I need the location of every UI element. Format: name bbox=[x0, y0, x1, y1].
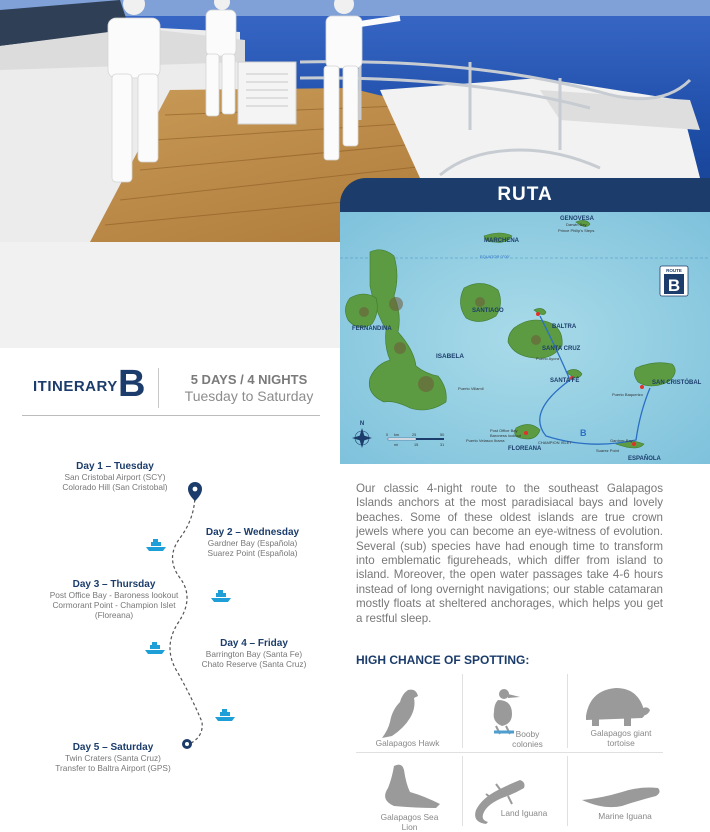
ruta-header bbox=[340, 178, 710, 212]
boat-icon bbox=[214, 708, 236, 722]
route-badge-label: ROUTE bbox=[666, 268, 682, 273]
itinerary-title: ITINERARY bbox=[33, 378, 118, 395]
day-detail: (Floreana) bbox=[94, 610, 134, 620]
itinerary-dates: Tuesday to Saturday bbox=[184, 388, 314, 404]
days-nights: 5 DAYS / 4 NIGHTS bbox=[190, 372, 308, 387]
label-champion: CHAMPION ISLET bbox=[538, 440, 572, 445]
label-puerto-villamil: Puerto Villamil bbox=[458, 386, 484, 391]
marine-iguana-icon bbox=[580, 784, 662, 808]
label-espanola: ESPAÑOLA bbox=[628, 456, 661, 462]
label-post-office: Post Office Bay bbox=[490, 428, 518, 433]
end-point-icon bbox=[182, 739, 192, 749]
label-puerto-velasco: Puerto Velasco Ibarra bbox=[466, 438, 505, 443]
grid-divider bbox=[462, 756, 463, 826]
scale-50: 50 bbox=[440, 433, 445, 437]
label-santa-fe: SANTA FÉ bbox=[550, 378, 580, 384]
animal-label: Booby colonies bbox=[512, 729, 543, 749]
route-map bbox=[340, 212, 710, 464]
label-gardner-bay: Gardner Bay bbox=[610, 438, 633, 443]
day-title: Day 2 – Wednesday bbox=[205, 527, 300, 538]
day-detail: Transfer to Baltra Airport (GPS) bbox=[55, 763, 171, 773]
route-badge-letter: B bbox=[667, 276, 681, 295]
grid-divider bbox=[356, 752, 663, 753]
sea-lion-icon bbox=[376, 762, 442, 810]
compass-north: N bbox=[359, 421, 365, 427]
label-darwin-bay: Darwin Bay bbox=[566, 222, 587, 227]
spotting-title: HIGH CHANCE OF SPOTTING: bbox=[356, 653, 530, 667]
animal-label: Marine Iguana bbox=[598, 811, 652, 821]
header-divider bbox=[158, 368, 159, 408]
scale-km: km bbox=[394, 433, 400, 437]
label-marchena: MARCHENA bbox=[484, 238, 519, 244]
route-b-marker: B bbox=[580, 428, 587, 438]
day-detail: Suarez Point (Española) bbox=[207, 548, 298, 558]
day-detail: Barrington Bay (Santa Fe) bbox=[205, 649, 303, 659]
boat-icon bbox=[144, 641, 166, 655]
animal-label: Galapagos Hawk bbox=[375, 738, 440, 748]
label-prince-philip: Prince Philip's Steps bbox=[558, 228, 595, 233]
label-suarez-point: Suarez Point bbox=[596, 448, 619, 453]
animal-label: Land Iguana bbox=[500, 808, 548, 818]
day-5 bbox=[44, 742, 182, 773]
grid-divider bbox=[462, 674, 463, 748]
label-equator: EQUATOR 0°00' bbox=[480, 254, 510, 259]
label-isabela: ISABELA bbox=[436, 353, 465, 360]
label-baltra: BALTRA bbox=[552, 324, 577, 330]
day-detail: Post Office Bay - Baroness lookout bbox=[49, 590, 179, 600]
label-floreana: FLOREANA bbox=[508, 446, 542, 452]
day-1 bbox=[40, 461, 190, 492]
hawk-icon bbox=[378, 686, 426, 738]
label-puerto-ayora: Puerto Ayora bbox=[536, 356, 560, 361]
label-genovesa: GENOVESA bbox=[560, 216, 595, 222]
label-puerto-baquerizo: Puerto Baquerizo bbox=[612, 392, 643, 397]
scale-15: 15 bbox=[414, 443, 419, 447]
day-detail: Chato Reserve (Santa Cruz) bbox=[201, 659, 307, 669]
animal-label: Galapagos giant tortoise bbox=[590, 728, 652, 748]
itinerary-divider bbox=[22, 415, 320, 416]
ruta-title: RUTA bbox=[497, 184, 553, 205]
day-title: Day 1 – Tuesday bbox=[76, 461, 154, 472]
boat-icon bbox=[145, 538, 167, 552]
scale-31: 31 bbox=[440, 443, 445, 447]
label-santa-cruz: SANTA CRUZ bbox=[542, 346, 581, 352]
grid-divider bbox=[567, 674, 568, 748]
scale-25: 25 bbox=[412, 433, 417, 437]
day-detail: Cormorant Point - Champion Islet bbox=[52, 600, 176, 610]
itinerary-letter: B bbox=[118, 363, 146, 405]
label-san-cristobal: SAN CRISTÓBAL bbox=[652, 380, 702, 386]
animal-label: Galapagos Sea Lion bbox=[380, 812, 439, 832]
day-title: Day 5 – Saturday bbox=[72, 742, 154, 753]
scale-mi: mi bbox=[394, 443, 399, 447]
day-detail: Gardner Bay (Española) bbox=[207, 538, 298, 548]
pin-icon bbox=[188, 482, 202, 501]
day-2 bbox=[195, 527, 310, 558]
day-title: Day 3 – Thursday bbox=[72, 579, 156, 590]
label-santiago: SANTIAGO bbox=[472, 308, 504, 314]
day-4 bbox=[193, 638, 315, 669]
gray-band bbox=[0, 242, 340, 348]
scale-0: 0 bbox=[386, 433, 389, 437]
boat-icon bbox=[210, 589, 232, 603]
tortoise-icon bbox=[580, 686, 652, 728]
route-description: Our classic 4-night route to the southeast Galapagos Islands anchors at the most paradisiacal bays and lovely beaches. Some of these oldest islands are true crown jewels where you can become an eye-witness of evolution. Several (sub) species have had enough time to transform into emblematic figureheads, which differ from island to island. Moreover, the open water passages take 4-6 hours instead of long overnight navigations; our stable catamaran mostly floats at sheltered anchorages, which helps you get a restful sleep. bbox=[356, 482, 663, 625]
label-fernandina: FERNANDINA bbox=[352, 326, 392, 332]
day-title: Day 4 – Friday bbox=[220, 638, 288, 649]
day-detail: San Cristobal Airport (SCY) bbox=[64, 472, 166, 482]
label-baroness: Baroness lookout bbox=[490, 433, 521, 438]
day-3 bbox=[38, 579, 190, 620]
grid-divider bbox=[567, 756, 568, 826]
day-detail: Twin Craters (Santa Cruz) bbox=[65, 753, 161, 763]
day-detail: Colorado Hill (San Cristobal) bbox=[62, 482, 168, 492]
